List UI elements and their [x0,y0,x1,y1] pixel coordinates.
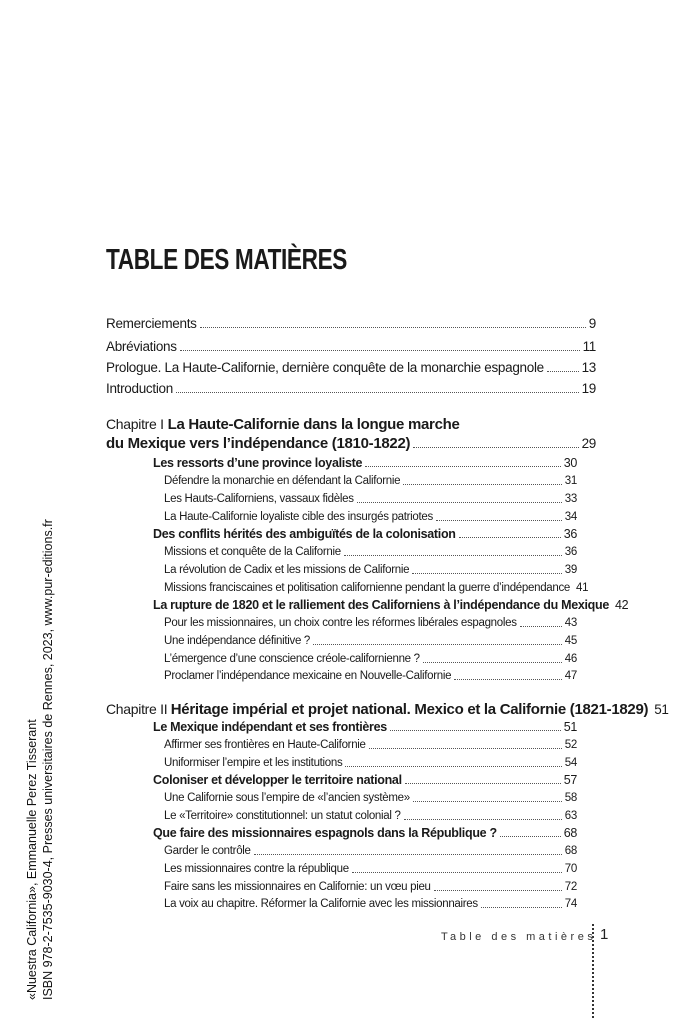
toc-entry-label: La Haute-Californie loyaliste cible des insurgés patriotes [164,511,433,523]
toc-subsection[interactable] [164,808,577,824]
toc-entry-page: 68 [563,826,577,840]
leader-dots [436,519,562,521]
leader-dots [365,465,561,467]
toc-entry-page: 41 [576,582,589,594]
toc-entry-page: 72 [564,881,577,893]
toc-entry-page: 9 [588,316,596,331]
leader-dots [454,678,562,680]
toc-subsection[interactable] [164,615,577,631]
toc-section[interactable] [153,825,577,841]
toc-section[interactable] [153,772,577,788]
toc-entry-page: 58 [564,792,577,804]
toc-subsection[interactable] [164,790,577,806]
toc-entry-remerciements[interactable] [106,316,596,332]
toc-entry-page: 57 [563,773,577,787]
page-number: 1 [600,926,609,943]
toc-entry-page: 11 [582,339,596,354]
toc-entry-label: Le Mexique indépendant et ses frontières [153,720,387,734]
toc-entry-label: Faire sans les missionnaires en Californie: un vœu pieu [164,881,431,893]
toc-entry-page: 36 [563,527,577,541]
toc-entry-prologue[interactable] [106,360,596,376]
toc-subsection[interactable] [164,473,577,489]
toc-entry-page: 51 [563,720,577,734]
toc-entry-introduction[interactable] [106,381,596,397]
toc-entry-page: 36 [564,546,577,558]
toc-entry-page: 30 [563,456,577,470]
leader-dots [434,889,562,891]
toc-entry-label: Missions franciscaines et politisation californienne pendant la guerre d’indépendance [164,582,571,594]
running-footer-label: Table des matières [441,931,597,943]
page-title: TABLE DES MATIÈRES [106,244,347,276]
leader-dots [369,747,562,749]
leader-dots [547,370,579,372]
toc-entry-label: Les Hauts-Californiens, vassaux fidèles [164,493,354,505]
chapter-title-line1: La Haute-Californie dans la longue marche [167,416,460,433]
leader-dots [413,446,578,448]
toc-entry-label: Les missionnaires contre la république [164,863,349,875]
chapter-prefix: Chapitre I [106,416,164,432]
leader-dots [413,800,562,802]
side-credit-line1: «Nuestra California», Emmanuelle Perez Tisserant [25,719,39,1000]
toc-subsection[interactable] [164,861,577,877]
toc-entry-page: 19 [581,381,596,396]
leader-dots [200,326,586,328]
toc-subsection[interactable] [164,896,577,912]
toc-entry-page: 51 [654,702,669,717]
toc-entry-page: 42 [615,598,629,612]
leader-dots [520,625,562,627]
leader-dots [344,554,562,556]
toc-entry-label: La rupture de 1820 et le ralliement des Californiens à l’indépendance du Mexique [153,598,609,612]
toc-entry-label: Une indépendance définitive ? [164,635,311,647]
toc-subsection[interactable] [164,879,577,895]
leader-dots [345,765,561,767]
toc-entry-label: Affirmer ses frontières en Haute-Californie [164,739,366,751]
toc-entry-page: 34 [564,511,577,523]
chapter-prefix: Chapitre II [106,701,168,717]
toc-subsection[interactable] [164,509,577,525]
toc-entry-page: 70 [564,863,577,875]
toc-entry-label: Introduction [106,381,173,396]
toc-section[interactable] [153,719,577,735]
chapter-title-text: Héritage impérial et projet national. Mexico et la Californie (1821-1829) [170,701,649,718]
leader-dots [352,871,562,873]
leader-dots [412,572,562,574]
toc-subsection[interactable] [164,633,577,649]
chapter-title [106,701,648,718]
toc-entry-page: 29 [581,436,596,451]
toc-section[interactable] [153,597,629,613]
toc-entry-page: 68 [564,845,577,857]
toc-subsection[interactable] [164,737,577,753]
toc-subsection[interactable] [164,580,589,596]
toc-entry-label: Proclamer l’indépendance mexicaine en Nouvelle-Californie [164,670,452,682]
leader-dots [176,391,579,393]
leader-dots [357,501,562,503]
toc-entry-page: 39 [564,564,577,576]
toc-entry-abreviations[interactable] [106,339,596,355]
toc-entry-page: 45 [564,635,577,647]
chapter-2-heading[interactable] [106,701,669,718]
leader-dots [390,729,561,731]
toc-entry-label: Les ressorts d’une province loyaliste [153,456,363,470]
toc-entry-label: Pour les missionnaires, un choix contre les réformes libérales espagnoles [164,617,517,629]
toc-subsection[interactable] [164,755,577,771]
chapter-1-heading[interactable] [106,416,460,433]
toc-entry-label: Coloniser et développer le territoire national [153,773,402,787]
chapter-1-heading-line2[interactable] [106,436,596,452]
toc-subsection[interactable] [164,491,577,507]
toc-entry-page: 33 [564,493,577,505]
leader-dots [313,643,562,645]
toc-entry-page: 31 [564,475,577,487]
leader-dots [404,818,562,820]
toc-entry-page: 47 [564,670,577,682]
toc-entry-label: Uniformiser l’empire et les institutions [164,757,343,769]
side-credit-line2: ISBN 978-2-7535-9030-4, Presses universitaires de Rennes, 2023, www.pur-editions.fr [41,519,55,1000]
toc-entry-label: La révolution de Cadix et les missions de Californie [164,564,410,576]
toc-entry-label: Une Californie sous l’empire de «l’ancien système» [164,792,410,804]
toc-entry-label: L’émergence d’une conscience créole-californienne ? [164,653,420,665]
toc-entry-label: Prologue. La Haute-Californie, dernière conquête de la monarchie espagnole [106,360,544,375]
toc-entry-label: Des conflits hérités des ambiguïtés de la colonisation [153,527,456,541]
toc-subsection[interactable] [164,668,577,684]
toc-entry-label: Garder le contrôle [164,845,251,857]
leader-dots [405,782,561,784]
toc-entry-page: 46 [564,653,577,665]
toc-entry-label: Le «Territoire» constitutionnel: un statut colonial ? [164,810,401,822]
toc-entry-label: Missions et conquête de la Californie [164,546,341,558]
toc-subsection[interactable] [164,651,577,667]
leader-dots [500,835,561,837]
toc-entry-page: 63 [564,810,577,822]
leader-dots [459,536,561,538]
toc-subsection[interactable] [164,562,577,578]
leader-dots [481,906,562,908]
side-credit [24,519,56,1000]
toc-subsection[interactable] [164,544,577,560]
toc-entry-label: Remerciements [106,316,197,331]
toc-entry-label: La voix au chapitre. Réformer la Californie avec les missionnaires [164,898,478,910]
leader-dots [403,483,562,485]
footer-dotted-rule [592,924,594,1018]
leader-dots [254,853,562,855]
toc-entry-label: Défendre la monarchie en défendant la Californie [164,475,401,487]
toc-entry-page: 43 [564,617,577,629]
toc-entry-label: Que faire des missionnaires espagnols dans la République ? [153,826,497,840]
toc-entry-label: Abréviations [106,339,177,354]
toc-subsection[interactable] [164,843,577,859]
chapter-title-line2: du Mexique vers l’indépendance (1810-1822) [106,435,411,452]
toc-entry-page: 13 [581,360,596,375]
toc-section[interactable] [153,526,577,542]
toc-entry-page: 52 [564,739,577,751]
toc-section[interactable] [153,455,577,471]
toc-entry-page: 54 [564,757,577,769]
leader-dots [423,661,562,663]
leader-dots [180,349,580,351]
toc-entry-page: 74 [564,898,577,910]
